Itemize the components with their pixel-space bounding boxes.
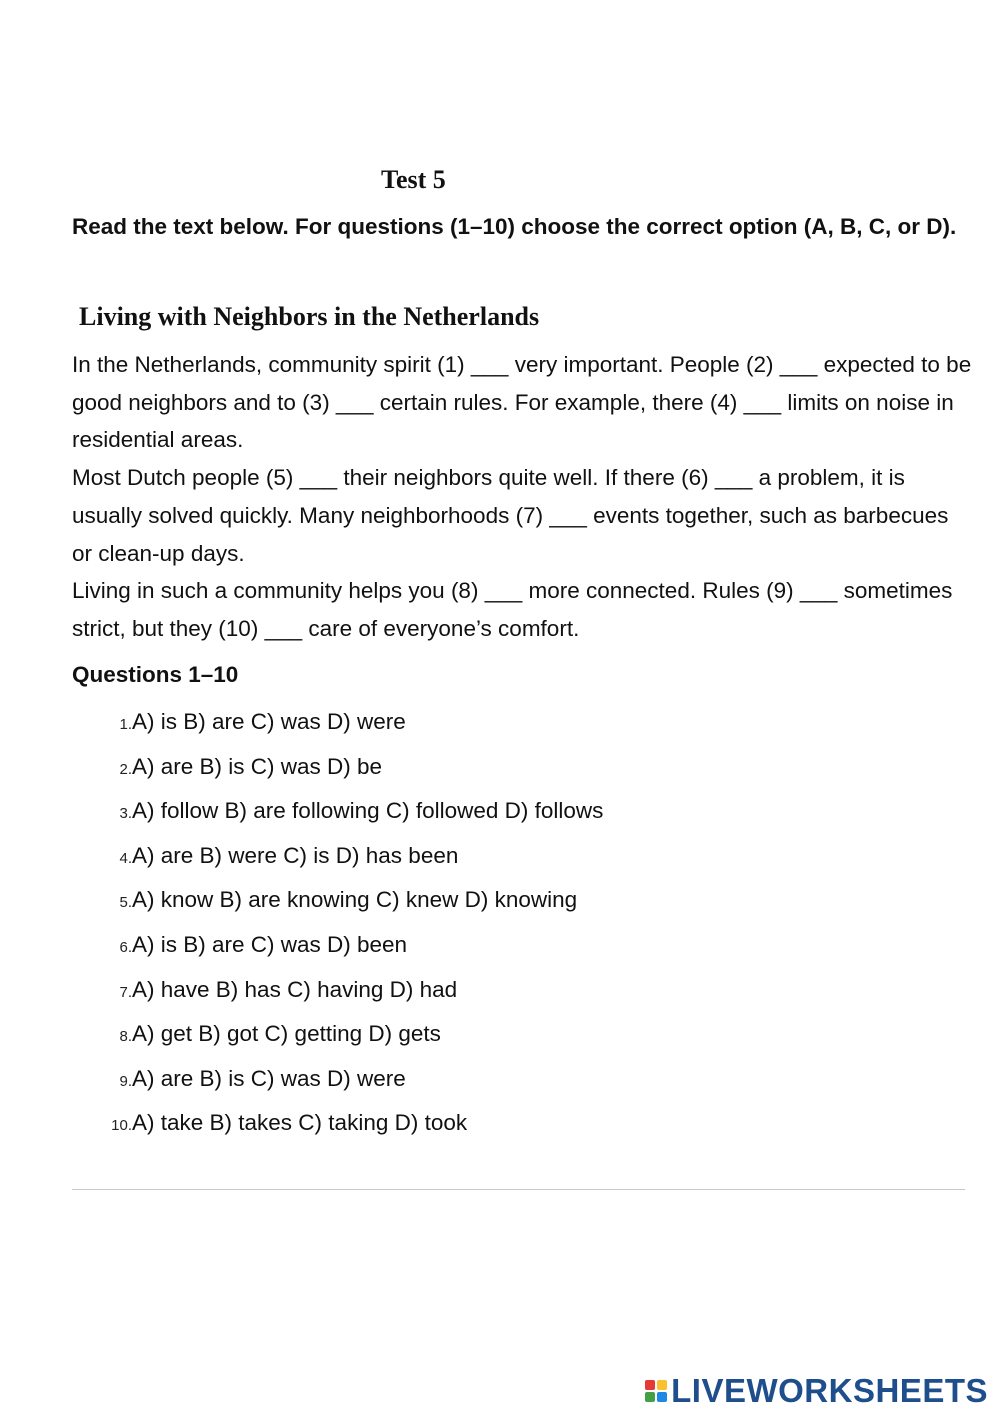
instructions: Read the text below. For questions (1–10) choose the correct option (A, B, C, or D). <box>72 214 957 239</box>
question-list <box>72 709 872 1155</box>
liveworksheets-mark-icon <box>645 1380 667 1402</box>
logo-text: LIVEWORKSHEETS <box>671 1372 988 1409</box>
question-item-7 <box>72 977 872 1022</box>
passage-paragraph-1: In the Netherlands, community spirit (1) ___ very important. People (2) ___ expected to be good neighbors and to (3) ___ certain rules. For example, there (4) ___ limits on noise in residential areas. <box>72 352 972 453</box>
question-options: A) are B) is C) was D) were <box>132 1065 406 1091</box>
question-number: 7. <box>119 983 132 1001</box>
question-item-1 <box>72 709 872 754</box>
question-options: A) are B) is C) was D) be <box>132 753 383 779</box>
question-number: 2. <box>119 760 132 778</box>
passage-paragraph-2: Most Dutch people (5) ___ their neighbors quite well. If there (6) ___ a problem, it is usually solved quickly. Many neighborhoods (7) ___ events together, such as barbecues or clean-up days. <box>72 465 949 566</box>
question-number: 3. <box>119 805 132 823</box>
question-item-5 <box>72 887 872 932</box>
mark-square <box>645 1380 655 1390</box>
question-options: A) are B) were C) is D) has been <box>132 842 459 868</box>
question-item-2 <box>72 754 872 799</box>
test-title: Test 5 <box>381 165 446 194</box>
questions-heading: Questions 1–10 <box>72 662 239 687</box>
passage <box>72 346 972 648</box>
passage-paragraph-3: Living in such a community helps you (8) ___ more connected. Rules (9) ___ sometimes strict, but they (10) ___ care of everyone’s comfort. <box>72 578 953 641</box>
question-options: A) get B) got C) getting D) gets <box>132 1021 441 1047</box>
question-number: 4. <box>119 849 132 867</box>
question-number: 1. <box>119 716 132 733</box>
mark-square <box>645 1392 655 1402</box>
question-item-9 <box>72 1066 872 1111</box>
question-item-3 <box>72 798 872 843</box>
question-options: A) have B) has C) having D) had <box>132 976 458 1002</box>
question-options: A) is B) are C) was D) been <box>132 931 408 957</box>
passage-title: Living with Neighbors in the Netherlands <box>79 302 540 331</box>
footer-divider <box>72 1189 965 1190</box>
question-options: A) know B) are knowing C) knew D) knowing <box>132 887 578 913</box>
question-number: 10. <box>111 1117 132 1135</box>
mark-square <box>657 1392 667 1402</box>
question-item-10 <box>72 1110 872 1155</box>
liveworksheets-logo[interactable] <box>645 1372 988 1410</box>
question-options: A) is B) are C) was D) were <box>132 709 406 734</box>
question-options: A) follow B) are following C) followed D) follows <box>132 798 604 824</box>
question-number: 6. <box>119 938 132 956</box>
question-item-6 <box>72 932 872 977</box>
question-item-8 <box>72 1021 872 1066</box>
question-number: 8. <box>119 1028 132 1046</box>
question-number: 9. <box>119 1072 132 1090</box>
question-number: 5. <box>119 894 132 912</box>
mark-square <box>657 1380 667 1390</box>
question-options: A) take B) takes C) taking D) took <box>132 1110 468 1136</box>
question-item-4 <box>72 843 872 888</box>
